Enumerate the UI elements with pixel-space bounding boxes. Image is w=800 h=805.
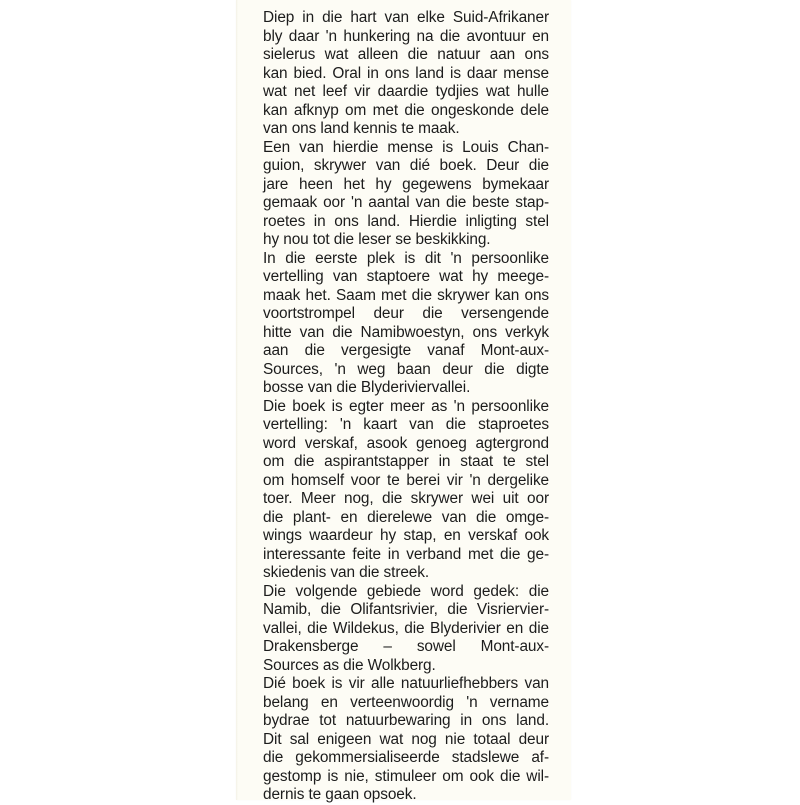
text-line: Dié boek is vir alle natuurliefhebbers van: [263, 675, 549, 692]
paragraph-intro: [263, 9, 549, 139]
text-line: Diep in die hart van elke Suid-Afrikaner: [263, 9, 549, 26]
text-line: jare heen het hy gegewens bymekaar: [263, 175, 549, 193]
text-line: om homself voor te berei vir 'n dergelike: [263, 471, 549, 489]
text-line: Sources as die Wolkberg.: [263, 656, 436, 674]
text-line: bly daar 'n hunkering na die avontuur en: [263, 27, 549, 45]
text-line: roetes in ons land. Hierdie inligting stel: [263, 212, 549, 230]
text-line: die gekommersialiseerde stadslewe af-: [263, 749, 549, 766]
text-line: om die aspirantstapper in staat te stel: [263, 453, 549, 470]
text-line: die plant- en dierelewe van die omge-: [263, 508, 549, 526]
text-line: van ons land kennis te maak.: [263, 120, 460, 137]
text-line: gestomp is nie, stimuleer om ook die wil-: [263, 767, 549, 785]
page-edge: [236, 0, 238, 800]
text-line: kan afknyp om met die ongeskonde dele: [263, 101, 549, 119]
text-line: dernis te gaan opsoek.: [263, 786, 417, 803]
text-line: Die volgende gebiede word gedek: die: [263, 582, 549, 600]
text-line: Een van hierdie mense is Louis Chan-: [263, 138, 549, 156]
text-line: Sources, 'n weg baan deur die digte: [263, 360, 549, 378]
text-line: voortstrompel deur die versengende: [263, 305, 549, 322]
text-line: word verskaf, asook genoeg agtergrond: [263, 434, 549, 452]
text-line: Drakensberge – sowel Mont-aux-: [263, 638, 549, 655]
text-line: maak het. Saam met die skrywer kan ons: [263, 286, 549, 304]
text-line: In die eerste plek is dit 'n persoonlike: [263, 249, 549, 267]
text-line: gemaak oor 'n aantal van die beste stap-: [263, 194, 549, 211]
text-line: bydrae tot natuurbewaring in ons land.: [263, 712, 549, 729]
paragraph-regions: [263, 583, 549, 676]
text-line: sielerus wat alleen die natuur aan ons: [263, 46, 549, 63]
text-line: aan die vergesigte vanaf Mont-aux-: [263, 342, 549, 359]
text-line: vallei, die Wildekus, die Blyderivier en die: [263, 619, 549, 637]
text-line: Dit sal enigeen wat nog nie totaal deur: [263, 730, 549, 748]
text-line: belang en verteenwoordig 'n vername: [263, 693, 549, 711]
text-line: wings waardeur hy stap, en verskaf ook: [263, 527, 549, 544]
text-line: bosse van die Blyderiviervallei.: [263, 379, 471, 396]
book-flap-page: [236, 0, 571, 803]
text-line: hy nou tot die leser se beskikking.: [263, 231, 491, 248]
blurb-text: [263, 9, 549, 805]
text-line: toer. Meer nog, die skrywer wei uit oor: [263, 490, 549, 507]
paragraph-content: [263, 398, 549, 583]
paragraph-narrative: [263, 250, 549, 398]
text-line: hitte van die Namibwoestyn, ons verkyk: [263, 323, 549, 341]
text-line: Namib, die Olifantsrivier, die Visriervier-: [263, 601, 549, 618]
text-line: vertelling: 'n kaart van die staproetes: [263, 416, 549, 433]
text-line: interessante feite in verband met die ge-: [263, 545, 549, 563]
text-line: skiedenis van die streek.: [263, 564, 430, 581]
text-line: kan bied. Oral in ons land is daar mense: [263, 64, 549, 82]
paragraph-author: [263, 139, 549, 250]
text-line: wat net leef vir daardie tydjies wat hulle: [263, 83, 549, 100]
text-line: Die boek is egter meer as 'n persoonlike: [263, 397, 549, 415]
text-line: vertelling van staptoere wat hy meege-: [263, 268, 549, 285]
text-line: guion, skrywer van dié boek. Deur die: [263, 157, 549, 174]
paragraph-closing: [263, 675, 549, 805]
